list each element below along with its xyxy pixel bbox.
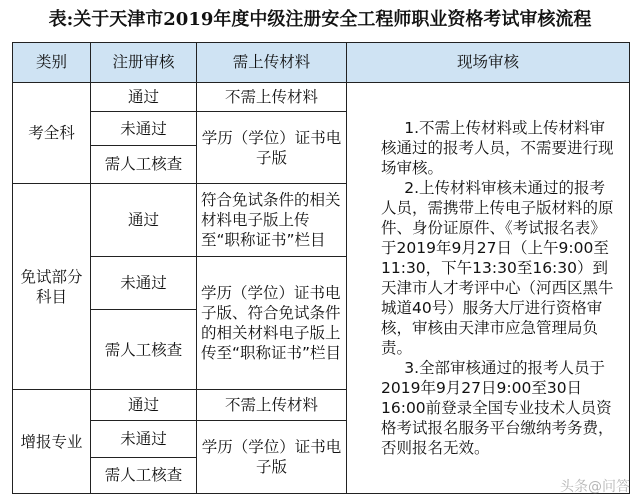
note-item: 3.全部审核通过的报考人员于2019年9月27日9:00至30日16:00前登录全国专业技术人员资格考试报名服务平台缴纳考务费，否则报名无效。 bbox=[381, 358, 614, 457]
note-item: 2.上传材料审核未通过的报考人员，需携带上传电子版材料的原件、身份证原件、《考试报名表》于2019年9月27日（上午9:00至11:30，下午13:30至16:30）到天津市人才考评中心（河西区黑牛城道40号）服务大厅进行资格审核，审核由天津市应急管理局负责。 bbox=[381, 178, 614, 357]
category-cell: 考全科 bbox=[13, 82, 91, 184]
material-cell: 学历（学位）证书电子版 bbox=[197, 421, 347, 494]
onsite-notes bbox=[347, 82, 630, 493]
header-onsite: 现场审核 bbox=[347, 43, 630, 83]
status-cell: 需人工核查 bbox=[91, 145, 197, 183]
table-row bbox=[13, 82, 630, 112]
category-cell: 增报专业 bbox=[13, 390, 91, 494]
status-cell: 通过 bbox=[91, 184, 197, 257]
category-cell: 免试部分科目 bbox=[13, 184, 91, 390]
status-cell: 需人工核查 bbox=[91, 457, 197, 493]
status-cell: 通过 bbox=[91, 390, 197, 421]
material-cell: 学历（学位）证书电子版 bbox=[197, 112, 347, 184]
header-category: 类别 bbox=[13, 43, 91, 83]
material-cell: 不需上传材料 bbox=[197, 390, 347, 421]
status-cell: 需人工核查 bbox=[91, 310, 197, 390]
watermark: 头条@问答 bbox=[560, 479, 630, 495]
material-cell: 学历（学位）证书电子版、符合免试条件的相关材料电子版上传至“职称证书”栏目 bbox=[197, 256, 347, 390]
material-cell: 不需上传材料 bbox=[197, 82, 347, 112]
material-cell: 符合免试条件的相关材料电子版上传至“职称证书”栏目 bbox=[197, 184, 347, 257]
status-cell: 通过 bbox=[91, 82, 197, 112]
status-cell: 未通过 bbox=[91, 112, 197, 145]
status-cell: 未通过 bbox=[91, 256, 197, 309]
page-title: 表:关于天津市2019年度中级注册安全工程师职业资格考试审核流程 bbox=[48, 9, 592, 30]
header-materials: 需上传材料 bbox=[197, 43, 347, 83]
review-process-table bbox=[12, 42, 630, 494]
status-cell: 未通过 bbox=[91, 421, 197, 457]
header-registration: 注册审核 bbox=[91, 43, 197, 83]
note-item: 1.不需上传材料或上传材料审核通过的报考人员，不需要进行现场审核。 bbox=[381, 118, 614, 177]
